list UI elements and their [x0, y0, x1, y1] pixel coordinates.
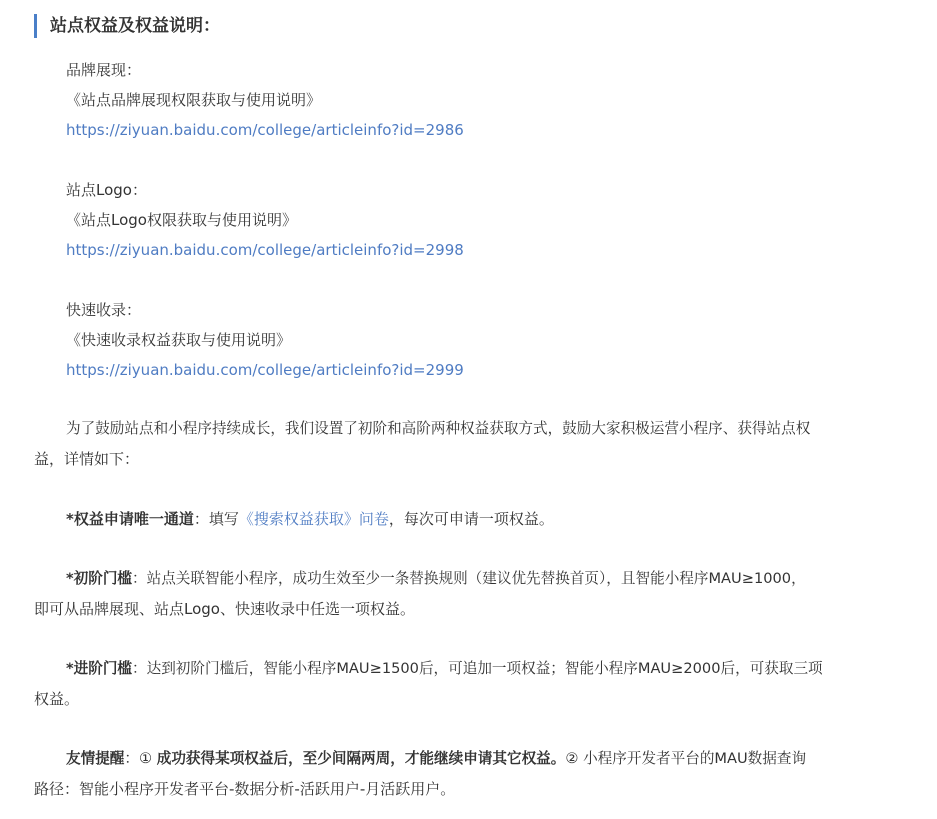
brand-label: 品牌展现：	[66, 61, 142, 79]
tips-bold: 成功获得某项权益后，至少间隔两周，才能继续申请其它权益。	[156, 750, 566, 767]
tips-line-2: 路径：智能小程序开发者平台-数据分析-活跃用户-月活跃用户。	[34, 780, 456, 798]
channel-post: ，每次可申请一项权益。	[388, 510, 554, 528]
logo-doc-link[interactable]: https://ziyuan.baidu.com/college/articleinfo?id=2998	[66, 241, 464, 259]
fast-doc-title: 《快速收录权益获取与使用说明》	[66, 331, 292, 349]
basic-line-2: 即可从品牌展现、站点Logo、快速收录中任选一项权益。	[34, 600, 415, 618]
advanced-label: *进阶门槛	[66, 660, 133, 677]
basic-text: ：站点关联智能小程序，成功生效至少一条替换规则（建议优先替换首页），且智能小程序MAU≥1000，	[132, 570, 806, 587]
brand-doc-title: 《站点品牌展现权限获取与使用说明》	[66, 91, 322, 109]
advanced-line-2: 权益。	[34, 690, 80, 708]
logo-label: 站点Logo：	[66, 181, 147, 199]
channel-pre: ：填写	[193, 510, 239, 528]
section-title: 站点权益及权益说明：	[34, 14, 220, 38]
advanced-text: ：达到初阶门槛后，智能小程序MAU≥1500后，可追加一项权益；智能小程序MAU≥2000后，可获取三项	[132, 660, 823, 677]
advanced-line-1	[66, 658, 823, 680]
intro-line-1: 为了鼓励站点和小程序持续成长，我们设置了初阶和高阶两种权益获取方式，鼓励大家积极运营小程序、获得站点权	[66, 420, 811, 437]
tips-label: 友情提醒	[66, 750, 125, 767]
survey-link[interactable]: 《搜索权益获取》问卷	[238, 510, 389, 528]
basic-label: *初阶门槛	[66, 570, 133, 587]
brand-doc-link[interactable]: https://ziyuan.baidu.com/college/articleinfo?id=2986	[66, 121, 464, 139]
tips-sep: ：①	[124, 750, 157, 767]
basic-line-1	[66, 568, 806, 590]
channel-label: *权益申请唯一通道	[66, 510, 194, 528]
tips-rest: ② 小程序开发者平台的MAU数据查询	[565, 750, 807, 767]
intro-line-2: 益，详情如下：	[34, 450, 140, 468]
tips-line-1	[66, 748, 806, 770]
fast-doc-link[interactable]: https://ziyuan.baidu.com/college/articleinfo?id=2999	[66, 361, 464, 379]
channel-paragraph	[66, 508, 554, 530]
fast-label: 快速收录：	[66, 301, 142, 319]
logo-doc-title: 《站点Logo权限获取与使用说明》	[66, 211, 297, 229]
